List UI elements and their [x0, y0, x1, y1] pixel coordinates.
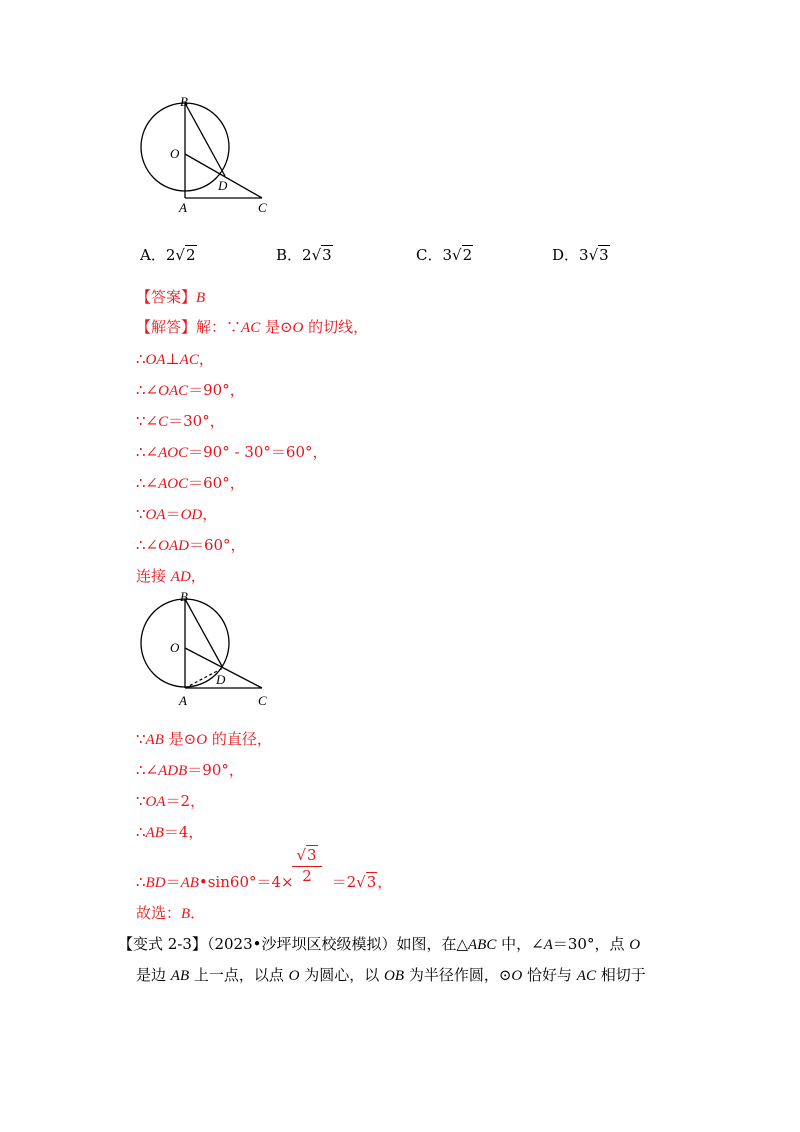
solution-line-5: ∴∠AOC＝90° - 30°＝60°， — [136, 443, 328, 461]
solution-line-15: 故选：B． — [136, 904, 206, 922]
label-A: A — [179, 200, 187, 215]
label-B: B — [180, 589, 188, 604]
next-problem-line-1: 【变式 2-3】（2023•沙坪坝区校级模拟）如图，在△ABC 中，∠A＝30°，点 O — [118, 935, 641, 953]
solution-line-8: ∴∠OAD＝60°， — [136, 536, 246, 554]
choice-c: C．3√2 — [416, 246, 473, 264]
solution-line-2: ∴OA⊥AC， — [136, 350, 214, 368]
solution-line-11: ∴∠ADB＝90°， — [136, 761, 244, 779]
choice-d: D．3√3 — [552, 246, 609, 264]
solution-line-7: ∵OA＝OD， — [136, 505, 218, 523]
label-D: D — [216, 672, 226, 687]
solution-line-1: 【解答】解：∵AC 是⊙O 的切线， — [136, 318, 369, 336]
fraction-numerator: √3 — [296, 846, 317, 864]
figure-circle-tangent-2 — [130, 588, 280, 713]
sqrt-expression: √2 — [175, 246, 196, 264]
figure-circle-tangent-1 — [130, 92, 280, 217]
label-A: A — [179, 693, 187, 708]
sqrt-expression: √3 — [311, 246, 332, 264]
label-B: B — [180, 94, 188, 109]
sqrt-expression: √3 — [356, 873, 377, 891]
solution-line-3: ∴∠OAC＝90°， — [136, 381, 245, 399]
label-O: O — [170, 146, 180, 161]
label-C: C — [258, 200, 267, 215]
sqrt-expression: √3 — [588, 246, 609, 264]
solution-line-14: ∴BD＝AB•sin60°＝4× ＝2√3， — [136, 873, 393, 891]
solution-line-6: ∴∠AOC＝60°， — [136, 474, 245, 492]
solution-line-12: ∵OA＝2， — [136, 792, 206, 810]
solution-line-13: ∴AB＝4， — [136, 823, 204, 841]
choice-b: B．2√3 — [276, 246, 332, 264]
sqrt-expression: √2 — [452, 246, 473, 264]
choice-a: A．2√2 — [140, 246, 196, 264]
solution-line-4: ∵∠C＝30°， — [136, 412, 225, 430]
label-O: O — [170, 640, 180, 655]
answer-line: 【答案】B — [136, 288, 206, 306]
fraction-denominator: 2 — [302, 867, 312, 885]
solution-line-10: ∵AB 是⊙O 的直径， — [136, 730, 272, 748]
label-D: D — [218, 178, 228, 193]
next-problem-line-2: 是边 AB 上一点，以点 O 为圆心，以 OB 为半径作圆，⊙O 恰好与 AC 相切于 — [136, 966, 646, 984]
label-C: C — [258, 693, 267, 708]
solution-line-9: 连接 AD， — [136, 567, 206, 585]
